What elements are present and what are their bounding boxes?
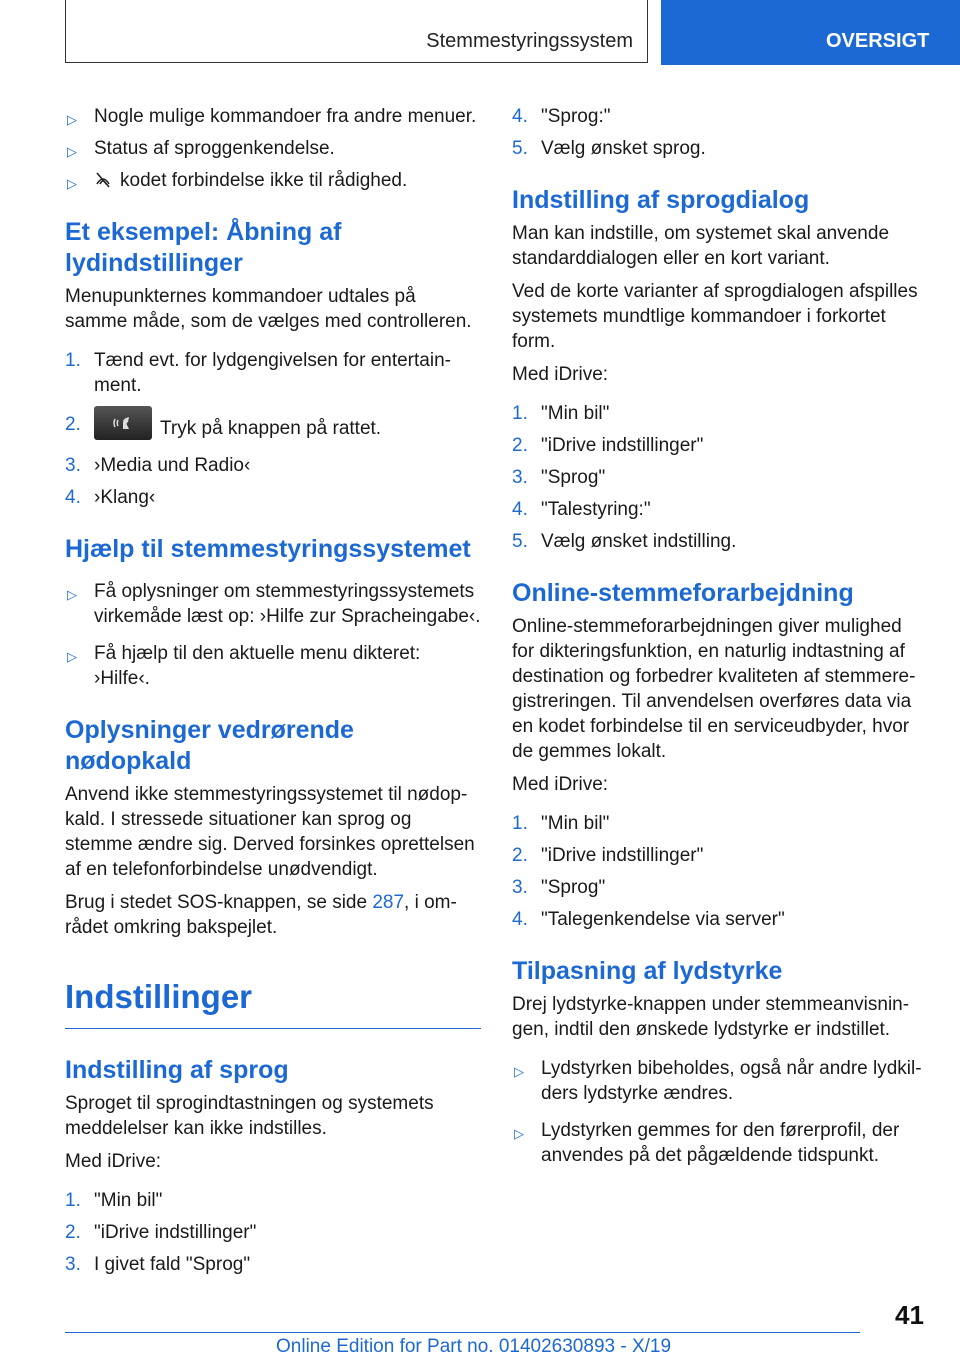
list-item: 4. "Talestyring:" [512, 499, 651, 520]
volume-text: Drej lydstyrke-knappen under stemmeanvisnin-gen, indtil den ønskede lydstyrke er indstillet. [512, 994, 910, 1040]
voice-button-icon [94, 406, 152, 440]
dialog-heading: Indstilling af sprogdialog [512, 186, 810, 214]
emergency-text: Anvend ikke stemmestyringssystemet til nødop-kald. I stressede situationer kan sprog og stemme ændre sig. Derved forsinkes oprettelsen af en telefonforbindelse unødvendigt. [65, 784, 475, 880]
list-item: 2. Tryk på knappen på rattet. [65, 412, 481, 446]
header-tab-oversigt[interactable] [661, 0, 960, 65]
example-text: Menupunkternes kommandoer udtales på samme måde, som de vælges med controlleren. [65, 286, 472, 332]
list-item: ▷ Få hjælp til den aktuelle menu dikteret: ›Hilfe‹. [67, 643, 421, 689]
with-idrive-label: Med iDrive: [65, 1151, 162, 1172]
list-item: 2. "iDrive indstillinger" [512, 845, 704, 866]
list-item: 3. "Sprog" [512, 877, 606, 898]
list-item: ▷ Få oplysninger om stemmestyringssystemets virkemåde læst op: ›Hilfe zur Spracheingabe‹. [67, 581, 481, 627]
list-item: 2. "iDrive indstillinger" [512, 435, 704, 456]
list-item: 2. "iDrive indstillinger" [65, 1222, 257, 1243]
online-text: Online-stemmeforarbejdningen giver mulighed for dikteringsfunktion, en naturlig indtastning af destination og forbedrer kvaliteten af stemmere-gistreringen. Til anvendelsen overføres data via en kodet forbindelse til en serviceudbyder, hvor de gemmes lokalt. [512, 616, 916, 762]
triangle-bullet-icon: ▷ [67, 649, 77, 664]
help-heading: Hjælp til stemmestyringssystemet [65, 535, 471, 563]
list-item: 1. Tænd evt. for lydgengivelsen for entertain-ment. [65, 350, 451, 396]
emergency-heading: Oplysninger vedrørende nødopkald [65, 716, 354, 775]
list-item: 5. Vælg ønsket sprog. [512, 138, 706, 159]
emergency-text-2: Brug i stedet SOS-knappen, se side 287, i om-rådet omkring bakspejlet. [65, 892, 457, 938]
right-column [512, 104, 924, 1175]
settings-heading: Indstillinger [65, 978, 481, 1029]
triangle-bullet-icon: ▷ [514, 1064, 524, 1079]
page-link[interactable]: 287 [372, 892, 405, 913]
list-item: 3. I givet fald "Sprog" [65, 1254, 251, 1275]
list-item: ▷ Status af sproggenkendelse. [65, 136, 481, 161]
page-number: 41 [895, 1300, 924, 1330]
list-item: 4. "Sprog:" [512, 106, 611, 127]
footer-edition: Online Edition for Part no. 01402630893 - X/19 [276, 1336, 672, 1357]
dialog-text-1: Man kan indstille, om systemet skal anvende standarddialogen eller en kort variant. [512, 223, 890, 269]
header-tab-label: OVERSIGT [826, 30, 930, 52]
list-item: ▷ Lydstyrken bibeholdes, også når andre lydkil-ders lydstyrke ændres. [514, 1058, 922, 1104]
list-item: 1. "Min bil" [512, 403, 610, 424]
header-section-title: Stemmestyringssystem [426, 30, 633, 52]
language-heading: Indstilling af sprog [65, 1056, 289, 1084]
list-item: 4. ›Klang‹ [65, 487, 156, 508]
triangle-bullet-icon: ▷ [67, 587, 77, 602]
volume-heading: Tilpasning af lydstyrke [512, 957, 783, 985]
list-item: 1. "Min bil" [65, 1190, 163, 1211]
language-text: Sproget til sprogindtastningen og systemets meddelelser kan ikke indstilles. [65, 1093, 434, 1139]
triangle-bullet-icon: ▷ [67, 144, 77, 159]
left-column [65, 104, 481, 1284]
online-heading: Online-stemmeforarbejdning [512, 579, 854, 607]
triangle-bullet-icon: ▷ [67, 112, 77, 127]
header-section-box [65, 0, 648, 63]
with-idrive-label: Med iDrive: [512, 774, 609, 795]
list-item: ▷ Nogle mulige kommandoer fra andre menuer. [65, 104, 481, 129]
list-item: 3. "Sprog" [512, 467, 606, 488]
list-item: ▷ Lydstyrken gemmes for den førerprofil, der anvendes på det pågældende tidspunkt. [514, 1120, 900, 1166]
dialog-text-2: Ved de korte varianter af sprogdialogen afspilles systemets mundtlige kommandoer i forkortet form. [512, 281, 918, 352]
triangle-bullet-icon: ▷ [514, 1126, 524, 1141]
list-item: 5. Vælg ønsket indstilling. [512, 531, 737, 552]
list-item: 1. "Min bil" [512, 813, 610, 834]
triangle-bullet-icon: ▷ [67, 176, 77, 191]
no-connection-icon [94, 171, 112, 189]
with-idrive-label: Med iDrive: [512, 364, 609, 385]
example-heading: Et eksempel: Åbning af lydindstillinger [65, 218, 342, 277]
list-item: 4. "Talegenkendelse via server" [512, 909, 785, 930]
list-item: 3. ›Media und Radio‹ [65, 455, 251, 476]
footer-divider [65, 1332, 860, 1333]
list-item: ▷ kodet forbindelse ikke til rådighed. [65, 168, 481, 193]
